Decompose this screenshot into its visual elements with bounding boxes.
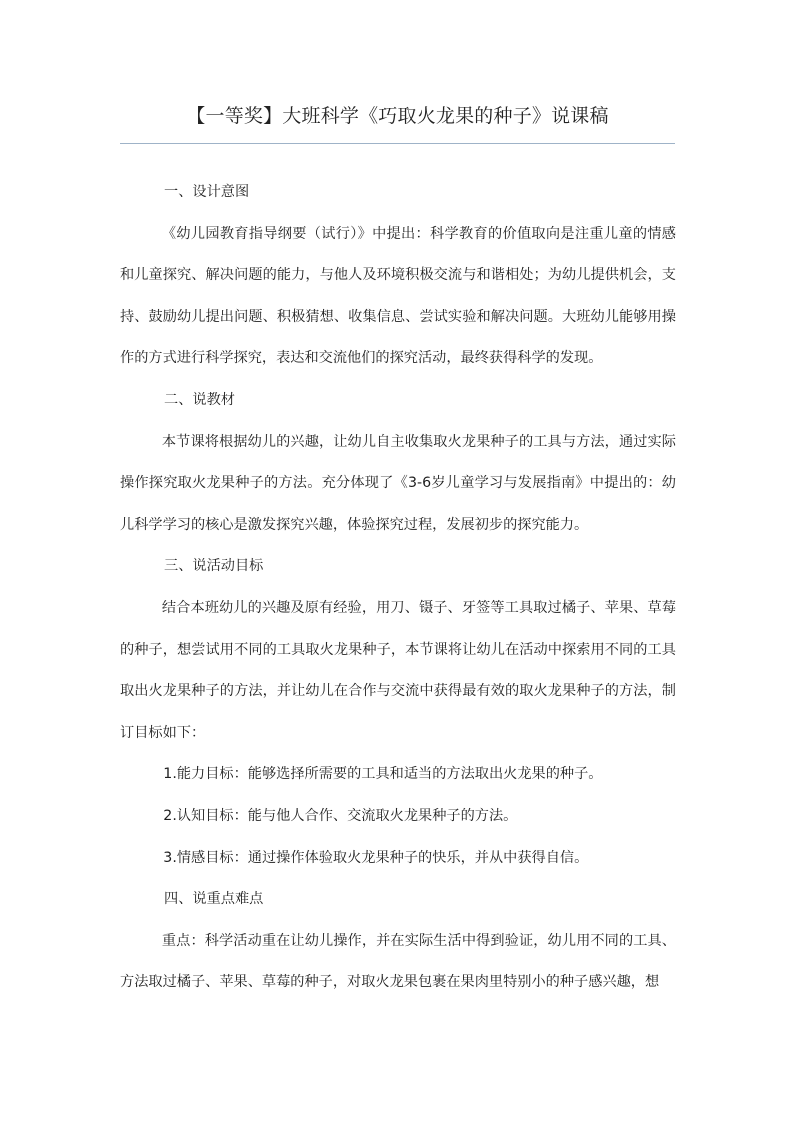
section-heading-activity-goals: 三、说活动目标 <box>164 558 264 575</box>
document-title: 【一等奖】大班科学《巧取火龙果的种子》说课稿 <box>186 105 609 127</box>
document-body <box>120 172 676 1004</box>
section-heading-key-points: 四、说重点难点 <box>164 891 264 908</box>
goal-item-cognition: 2.认知目标：能与他人合作、交流取火龙果种子的方法。 <box>163 807 518 824</box>
paragraph-design-intent: 《幼儿园教育指导纲要（试行）》中提出：科学教育的价值取向是注重儿童的情感和儿童探究、解决问题的能力，与他人及环境积极交流与和谐相处；为幼儿提供机会，支持、鼓励幼儿提出问题、积极猜想、收集信息、尝试实验和解决问题。大班幼儿能够用操作的方式进行科学探究，表达和交流他们的探究活动，最终获得科学的发现。 <box>120 225 676 367</box>
goal-item-emotion: 3.情感目标：通过操作体验取火龙果种子的快乐，并从中获得自信。 <box>163 849 589 866</box>
paragraph-key-points: 重点：科学活动重在让幼儿操作，并在实际生活中得到验证，幼儿用不同的工具、方法取过橘子、苹果、草莓的种子，对取火龙果包裹在果肉里特别小的种子感兴趣，想 <box>120 932 676 991</box>
title-divider <box>120 143 675 144</box>
section-heading-teaching-material: 二、说教材 <box>164 391 235 408</box>
paragraph-teaching-material: 本节课将根据幼儿的兴趣，让幼儿自主收集取火龙果种子的工具与方法，通过实际操作探究取火龙果种子的方法。充分体现了《3-6岁儿童学习与发展指南》中提出的：幼儿科学学习的核心是激发探究兴趣，体验探究过程，发展初步的探究能力。 <box>120 433 676 533</box>
section-heading-design-intent: 一、设计意图 <box>164 184 250 200</box>
goal-item-ability: 1.能力目标：能够选择所需要的工具和适当的方法取出火龙果的种子。 <box>163 766 603 783</box>
paragraph-activity-goals: 结合本班幼儿的兴趣及原有经验，用刀、镊子、牙签等工具取过橘子、苹果、草莓的种子，想尝试用不同的工具取火龙果种子，本节课将让幼儿在活动中探索用不同的工具取出火龙果种子的方法，并让幼儿在合作与交流中获得最有效的取火龙果种子的方法，制订目标如下： <box>120 599 676 741</box>
